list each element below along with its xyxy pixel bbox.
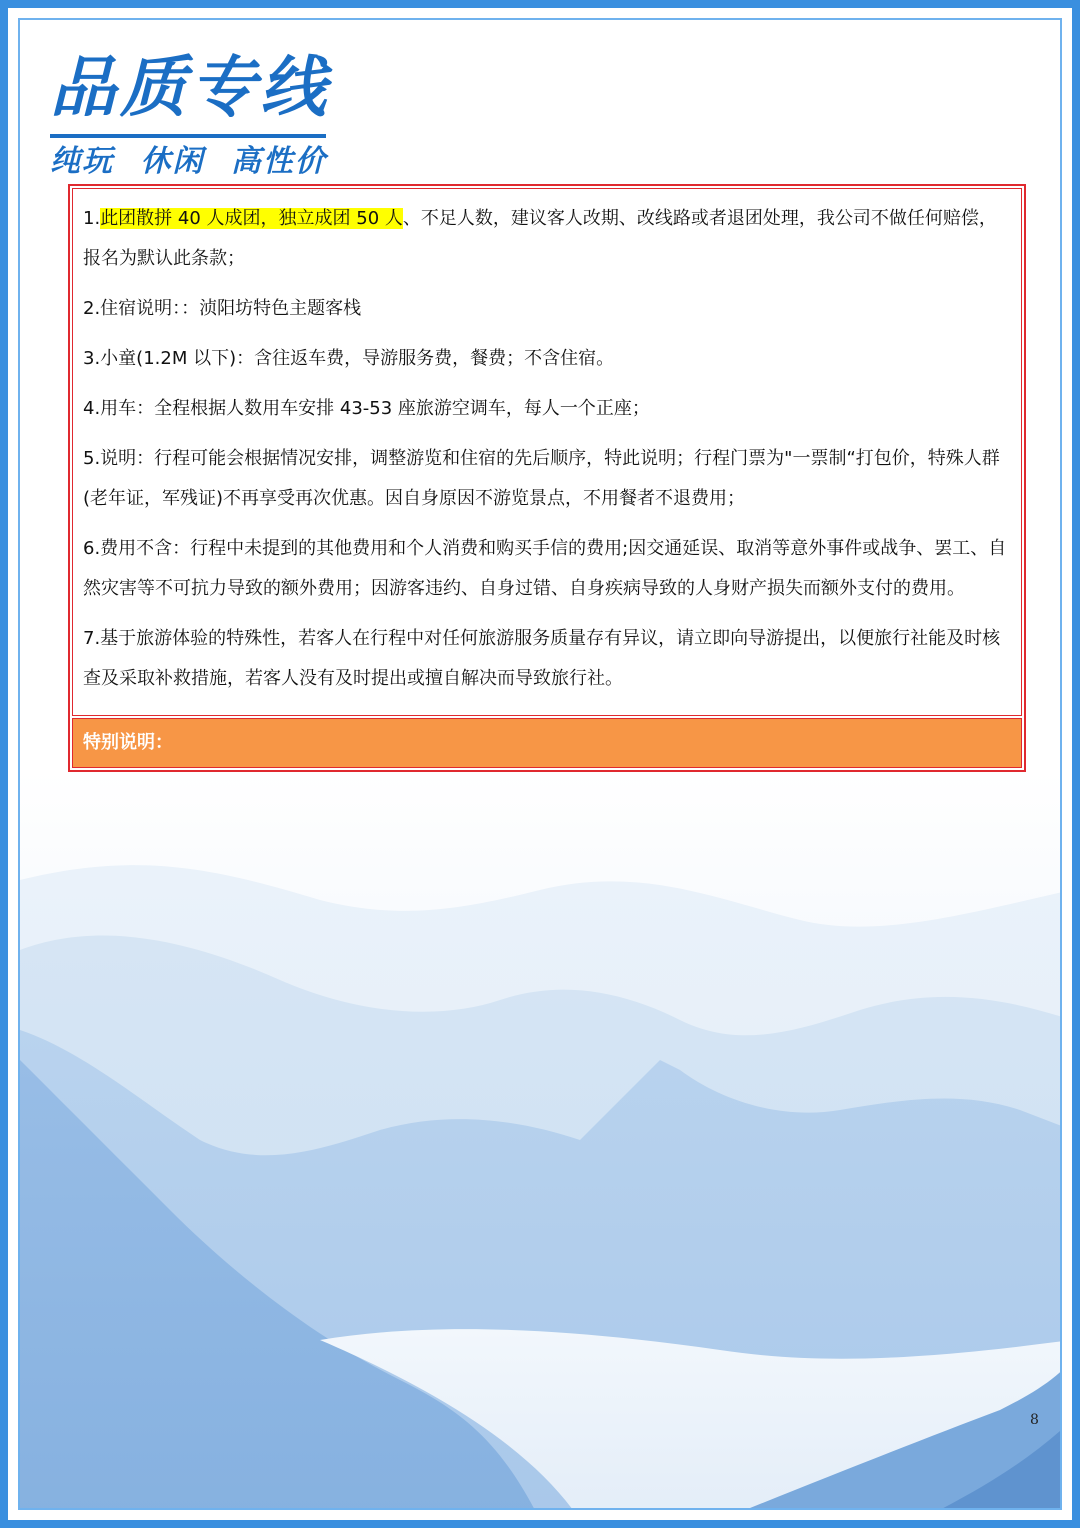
page-inner — [18, 18, 1062, 1510]
page-number: 8 — [1030, 1412, 1039, 1428]
notice-item-1 — [83, 199, 1011, 279]
brand-subtitle-1: 纯玩 — [50, 144, 114, 179]
notice-item-1-highlight: 此团散拼 40 人成团，独立成团 50 人 — [100, 208, 403, 229]
notice-item-1-rest: 、不足人数，建议客人改期、改线路或者退团处理，我公司不做任何赔偿，报名为默认此条款； — [83, 208, 997, 269]
notice-item-2: 2.住宿说明：：浈阳坊特色主题客栈 — [83, 298, 362, 319]
brand-subtitle-2: 休闲 — [140, 144, 205, 179]
notice-item-1-prefix: 1. — [83, 208, 101, 229]
notice-body — [72, 188, 1022, 716]
brand-subtitle-3: 高性价 — [230, 144, 327, 179]
brand-logo — [50, 50, 341, 182]
notice-item-5: 5.说明：行程可能会根据情况安排，调整游览和住宿的先后顺序，特此说明；行程门票为"一票制“打包价，特殊人群(老年证，军残证)不再享受再次优惠。因自身原因不游览景点，不用餐者不退费用； — [83, 448, 1000, 509]
brand-title: 品质专线 — [50, 49, 330, 126]
special-notes-header: 特别说明： — [72, 718, 1022, 768]
notice-item-6: 6.费用不含：行程中未提到的其他费用和个人消费和购买手信的费用;因交通延误、取消等意外事件或战争、罢工、自然灾害等不可抗力导致的额外费用；因游客违约、自身过错、自身疾病导致的人身财产损失而额外支付的费用。 — [83, 538, 1007, 599]
brand-divider — [50, 134, 326, 138]
notice-item-4: 4.用车：全程根据人数用车安排 43-53 座旅游空调车，每人一个正座； — [83, 398, 650, 419]
notice-box — [68, 184, 1026, 772]
brand-subtitle — [50, 142, 341, 182]
notice-item-7: 7.基于旅游体验的特殊性，若客人在行程中对任何旅游服务质量存有异议，请立即向导游提出，以便旅行社能及时核查及采取补救措施，若客人没有及时提出或擅自解决而导致旅行社。 — [83, 628, 1001, 689]
notice-item-3: 3.小童(1.2M 以下)：含往返车费，导游服务费，餐费；不含住宿。 — [83, 348, 615, 369]
